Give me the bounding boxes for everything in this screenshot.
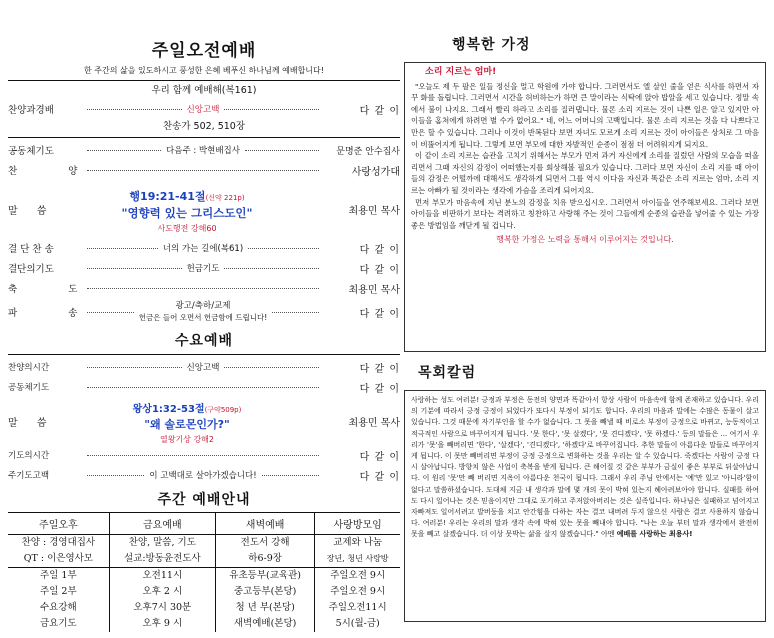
schedule-cell: 5시(월-금) bbox=[315, 616, 400, 632]
schedule-cell: 새벽예배(본당) bbox=[215, 616, 314, 632]
schedule-row bbox=[8, 616, 400, 632]
dot-leader bbox=[224, 109, 319, 110]
schedule-cell: 주일 2부 bbox=[40, 586, 77, 597]
sermon-ref-note: (구약509p) bbox=[204, 406, 242, 414]
divider bbox=[8, 137, 400, 138]
order-row bbox=[8, 278, 400, 298]
order-row bbox=[8, 258, 400, 278]
schedule-row bbox=[8, 535, 400, 552]
dot-leader bbox=[245, 150, 319, 151]
order-leader: 다 같 이 bbox=[359, 451, 400, 463]
order-row bbox=[8, 377, 400, 397]
order-leader: 최용민 목사 bbox=[348, 284, 400, 296]
dot-leader bbox=[87, 248, 158, 249]
order-note: 다음주 : 박현배집사 bbox=[166, 146, 240, 156]
dot-leader bbox=[87, 312, 134, 313]
order-note: 헌금기도 bbox=[186, 264, 220, 274]
pastor-column-title: 목회칼럼 bbox=[418, 365, 477, 381]
weekly-schedule-title: 주간 예배안내 bbox=[157, 492, 251, 508]
dot-leader bbox=[224, 367, 319, 368]
schedule-cell: QT : 이은영사모 bbox=[23, 553, 93, 564]
schedule-cell: 찬양 : 경영대집사 bbox=[21, 537, 96, 548]
schedule-header: 금요예배 bbox=[109, 513, 215, 535]
sermon-info bbox=[84, 185, 290, 234]
sermon-title: "영향력 있는 그리스도인" bbox=[121, 205, 253, 220]
order-leader: 다 같 이 bbox=[359, 105, 401, 117]
dot-leader bbox=[87, 475, 144, 476]
order-leader: 사랑성가대 bbox=[351, 166, 400, 178]
bulletin-right-column bbox=[404, 34, 766, 622]
order-label: 기도의시간 bbox=[8, 451, 50, 461]
confession-label: 신앙고백 bbox=[186, 105, 220, 115]
schedule-cell: 오전11시 bbox=[109, 568, 215, 585]
sunday-sermon bbox=[8, 180, 400, 238]
schedule-row bbox=[8, 584, 400, 600]
order-row bbox=[8, 99, 400, 119]
order-label: 결 단 찬 송 bbox=[8, 244, 54, 255]
order-note bbox=[137, 301, 269, 324]
schedule-cell: 하6-9장 bbox=[215, 551, 314, 568]
worship-song: 우리 함께 예배해(복161) bbox=[151, 85, 257, 96]
order-row bbox=[8, 160, 400, 180]
sermon-label: 말 씀 bbox=[8, 205, 55, 217]
dot-leader bbox=[224, 268, 319, 269]
order-label: 파 송 bbox=[8, 308, 102, 319]
order-row bbox=[8, 465, 400, 485]
happy-home-paragraph: 이 같이 소리 지르는 습관을 고치기 위해서는 부모가 먼저 과거 자신에게 소리를 질렀던 사람의 모습을 떠올리면서 그때 자신의 감정이 어떠했는지를 회상해볼 필요가 있습니다. 그러다 보면 자신이 소리 지를 때 아이들의 감정은 어떨까에 대해서도 생각하게 되면서 그를 역시 이다음 자신과 똑같은 소리 지르는 엄마, 소리 지르는 아빠가 될 것이라는 생각에 가슴을 조리게 되어지요. bbox=[411, 151, 759, 195]
announcement-label: 광고/축하/교제 bbox=[175, 300, 231, 311]
schedule-cell: 수요강해 bbox=[40, 602, 77, 613]
order-label: 축 도 bbox=[8, 284, 102, 295]
dot-leader bbox=[87, 455, 319, 456]
dot-leader bbox=[87, 170, 319, 171]
sermon-ref: 행19:21-41절 bbox=[129, 189, 206, 203]
schedule-header: 사랑방모임 bbox=[315, 513, 400, 535]
schedule-row bbox=[8, 568, 400, 585]
schedule-cell: 찬양, 말씀, 기도 bbox=[109, 535, 215, 552]
sunday-service-title: 주일오전예배 bbox=[151, 41, 257, 61]
sermon-info bbox=[84, 397, 290, 445]
divider bbox=[8, 80, 400, 81]
schedule-cell: 유초등부(교육관) bbox=[215, 568, 314, 585]
sermon-series: 열왕기상 강해2 bbox=[159, 435, 214, 444]
schedule-cell: 중고등부(본당) bbox=[215, 584, 314, 600]
dot-leader bbox=[272, 312, 319, 313]
order-label: 주기도고백 bbox=[8, 471, 50, 481]
order-label: 찬양의시간 bbox=[8, 363, 50, 373]
schedule-cell: 설교:방동윤전도사 bbox=[109, 551, 215, 568]
schedule-cell: 장년, 청년 사랑방 bbox=[315, 551, 400, 568]
order-leader: 다 같 이 bbox=[359, 244, 400, 256]
schedule-header: 새벽예배 bbox=[215, 513, 314, 535]
happy-home-paragraph: 먼저 부모가 마음속에 지닌 분노의 감정을 치유 받으십시오. 그러면서 아이들을 연주해보세요. 그러다 보면 아이들을 비판하기 보다는 격려하고 칭찬하고 사랑해 주는 것이 그들에게 순종의 습관을 넣어줄 수 있는 가장 좋은 방법임을 깨닫게 될 겁니다. bbox=[411, 197, 759, 230]
offering-note: 헌금은 들어 오면서 헌금함에 드립니다! bbox=[138, 312, 268, 322]
pastor-column-closing: 예배를 사랑하는 최용사! bbox=[616, 530, 693, 539]
schedule-row bbox=[8, 551, 400, 568]
dot-leader bbox=[248, 248, 319, 249]
order-note: 너의 가는 길에(복61) bbox=[162, 244, 244, 254]
schedule-header-row bbox=[8, 513, 400, 535]
order-row bbox=[8, 238, 400, 258]
sermon-ref-note: (신약 221p) bbox=[205, 193, 245, 202]
schedule-cell: 주일오전11시 bbox=[315, 600, 400, 616]
schedule-cell: 전도서 강해 bbox=[215, 535, 314, 552]
pastor-column-box bbox=[404, 390, 766, 622]
dot-leader bbox=[87, 367, 182, 368]
dot-leader bbox=[87, 109, 182, 110]
dot-leader bbox=[87, 268, 182, 269]
order-row bbox=[8, 445, 400, 465]
order-leader: 다 같 이 bbox=[359, 471, 401, 483]
schedule-cell: 주일오전 9시 bbox=[315, 568, 400, 585]
schedule-cell: 금요기도 bbox=[40, 618, 77, 629]
order-label: 공동체기도 bbox=[8, 383, 50, 393]
sermon-label: 말 씀 bbox=[8, 417, 55, 429]
dot-leader bbox=[87, 150, 161, 151]
order-leader: 다 같 이 bbox=[359, 363, 401, 375]
order-row bbox=[8, 298, 400, 326]
schedule-header: 주일오후 bbox=[8, 513, 109, 535]
wednesday-service-title: 수요예배 bbox=[174, 333, 234, 349]
sermon-title: "왜 솔로몬인가?" bbox=[144, 418, 230, 431]
order-row bbox=[8, 357, 400, 377]
order-note: 이 고백대로 살아가겠습니다! bbox=[149, 471, 257, 481]
happy-home-title: 행복한 가정 bbox=[452, 37, 531, 53]
dot-leader bbox=[87, 387, 319, 388]
happy-home-box bbox=[404, 62, 766, 352]
order-row bbox=[8, 140, 400, 160]
happy-home-footer: 행복한 가정은 노력을 통해서 이루어지는 것입니다. bbox=[496, 235, 674, 245]
dot-leader bbox=[262, 475, 319, 476]
order-label: 찬 양 bbox=[8, 166, 102, 177]
order-note: 신앙고백 bbox=[186, 363, 220, 373]
schedule-cell: 오후 2 시 bbox=[109, 584, 215, 600]
schedule-cell: 주일 1부 bbox=[8, 568, 109, 585]
sermon-reference bbox=[84, 397, 290, 416]
order-leader: 다 같 이 bbox=[359, 383, 400, 395]
preacher: 최용민 목사 bbox=[348, 417, 400, 429]
order-leader: 문명준 안수집사 bbox=[336, 146, 400, 157]
schedule-row bbox=[8, 600, 400, 616]
order-label: 공동체기도 bbox=[8, 146, 54, 157]
bulletin-left-column bbox=[8, 36, 400, 632]
happy-home-box-title: 소리 지르는 엄마! bbox=[425, 67, 497, 77]
order-leader: 다 같 이 bbox=[359, 308, 400, 320]
divider bbox=[8, 354, 400, 355]
pastor-column-text: 사랑하는 성도 여러분! 긍정과 부정은 동전의 양면과 똑같아서 항상 사람이 마음속에 함께 존재하고 있습니다. 우리의 기분에 따라서 긍정 긍정이 되었다가 또다시 부정이 되기도 합니다. 우리의 마음과 말에는 수많은 동물이 살고 있습니다. 그것 때문에 자기부인을 할 수가 없습니다. 그 못을 빼낼 때 비로소 부정이 긍정으로 바뀌고, 능동적이고 적극적인 사람으로 바꾸어지게 됩니다. '못 한다', '못 살겠다', '못 견디겠다', '못 하겠다.' 등의 말들은 ... 여기서 우리가 '못'을 빼버리면 '한다', '살겠다', '견디겠다', '하겠다'로 바꾸어집니다. 추한 말들이 아름다운 말들로 바꾸어지게 됩니다. 이 못만 빼버리면 부정이 긍정 긍정으로 변화하는 것을 우리는 알 수 있습니다. 죽겠다는 사람이 긍정 다시 살아납니다. 방향치 않은 사업이 축복을 받게 됩니다. 큰 해어질 것 같은 부부가 금실이 좋은 부부로 뒤살아납니다. 이 원리 '못'만 빼 버리면 지옥이 아름다운 천국이 됩니다. 그래서 우리 주님 안에서는 '예'만 있고 '아니라'함이 없다고 말씀하셨습니다. 도대체 지금 내 생각과 말에 몇 개의 못이 박혀 있는지 헤아려보아야 합니다. 실패를 하여도 다시 일어나는 것은 믿음이지만 그대로 포기하고 주저앉아버리는 것은 실족입니다. 하나님은 실패하고 넘어지고 자빠져도 일어서려고 발버둥을 치고 안간힘을 다하는 자는 결코 내버려 두지 않으신 사람은 결코 사용하지 않습니다. 여러분! 우리는 우리의 말과 생각 속에 박혀 있는 못을 빼내야 합니다. "나는 오늘 부터 말과 생각에서 완전히 못을 빼고 살겠습니다. 더 이상 못박는 삶을 살지 않겠습니다." 아멘 bbox=[411, 396, 759, 539]
schedule-cell: 교제와 나눔 bbox=[315, 535, 400, 552]
hymn-numbers: 찬송가 502, 510장 bbox=[162, 121, 246, 132]
schedule-cell: 오후7시 30분 bbox=[109, 600, 215, 616]
weekly-schedule-table bbox=[8, 512, 400, 632]
order-label: 결단의기도 bbox=[8, 264, 54, 275]
schedule-cell: 청 년 부(본당) bbox=[215, 600, 314, 616]
dot-leader bbox=[87, 288, 319, 289]
preacher: 최용민 목사 bbox=[348, 205, 400, 217]
sermon-reference bbox=[84, 185, 290, 204]
sermon-ref: 왕상1:32-53절 bbox=[132, 404, 205, 415]
schedule-cell: 오후 9 시 bbox=[109, 616, 215, 632]
order-leader: 다 같 이 bbox=[359, 264, 401, 276]
wednesday-sermon bbox=[8, 397, 400, 445]
schedule-cell: 주일오전 9시 bbox=[315, 584, 400, 600]
happy-home-paragraph: "오늘도 제 두 팔은 일들 정신을 멀고 학원에 가야 합니다. 그러면서도 엘 살인 줄을 얻은 식사를 하면서 자꾸 화를 돌립니다. 그러면서 시간을 허비하는가 하면 큰 말이라는 식탁에 앉아 밥알을 세고 있습니다. 정말 속에서 불이 나지요. 그래서 빨리 하라고 소리를 질러댑니다. 물론 소리 지르는 것이 나쁜 일은 알고 있지만 아이들을 홈쳐에게 하려면 별 수가 없어요." 네, 어느 어머니의 고백입니다. 물론 소리 지르는 것을 다 나쁘다고만은 할 수 있습니다. 그러나 이것이 반복된다 보면 자녀도 모르게 소리 지르는 것이 아이들은 상처로 그 마음이 비뚤어지게 됩니다. 그렇게 보면 부모에 대한 자발적인 순종이 점점 더 어려워지게 되지요. bbox=[411, 81, 759, 149]
sunday-subtitle: 한 주간의 삶을 있도하시고 풍성한 은혜 베푸신 하나님께 예배합니다! bbox=[84, 66, 324, 75]
sermon-series: 사도행전 강해60 bbox=[157, 223, 217, 233]
order-label: 찬양과경배 bbox=[8, 105, 54, 116]
